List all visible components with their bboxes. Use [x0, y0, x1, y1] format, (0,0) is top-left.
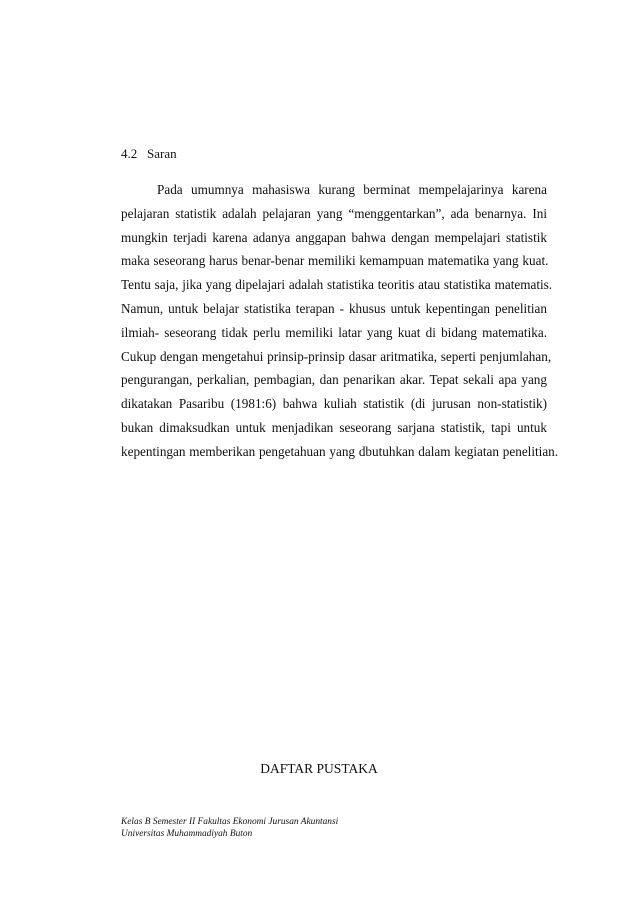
paragraph-line: Namun, untuk belajar statistika terapan - khusus untuk kepentingan penelitian — [121, 300, 547, 316]
paragraph-line: Pada umumnya mahasiswa kurang berminat mempelajarinya karena — [157, 182, 547, 197]
paragraph-line: ilmiah- seseorang tidak perlu memiliki latar yang kuat di bidang matematika. — [121, 324, 547, 340]
bibliography-title: DAFTAR PUSTAKA — [260, 761, 378, 776]
paragraph-line: pelajaran statistik adalah pelajaran yang “menggentarkan”, ada benarnya. Ini — [121, 205, 547, 221]
saran-paragraph — [121, 178, 559, 464]
section-heading: 4.2 Saran — [121, 146, 177, 161]
paragraph-line: maka seseorang harus benar-benar memiliki kemampuan matematika yang kuat. — [121, 253, 549, 269]
paragraph-line: Tentu saja, jika yang dipelajari adalah statistika teoritis atau statistika matematis. — [121, 277, 553, 293]
page-footer — [121, 816, 338, 840]
paragraph-line: dikatakan Pasaribu (1981:6) bahwa kuliah statistik (di jurusan non-statistik) — [121, 396, 547, 412]
paragraph-line: mungkin terjadi karena adanya anggapan bahwa dengan mempelajari statistik — [121, 229, 547, 245]
paragraph-line: bukan dimaksudkan untuk menjadikan seseorang sarjana statistik, tapi untuk — [121, 419, 547, 435]
footer-university-line: Universitas Muhammadiyah Buton — [121, 829, 253, 839]
paragraph-line: pengurangan, perkalian, pembagian, dan penarikan akar. Tepat sekali apa yang — [121, 372, 547, 388]
paragraph-line: Cukup dengan mengetahui prinsip-prinsip dasar aritmatika, seperti penjumlahan, — [121, 348, 552, 364]
paragraph-line: kepentingan memberikan pengetahuan yang dbutuhkan dalam kegiatan penelitian. — [121, 443, 559, 459]
footer-class-line: Kelas B Semester II Fakultas Ekonomi Jurusan Akuntansi — [121, 817, 339, 827]
